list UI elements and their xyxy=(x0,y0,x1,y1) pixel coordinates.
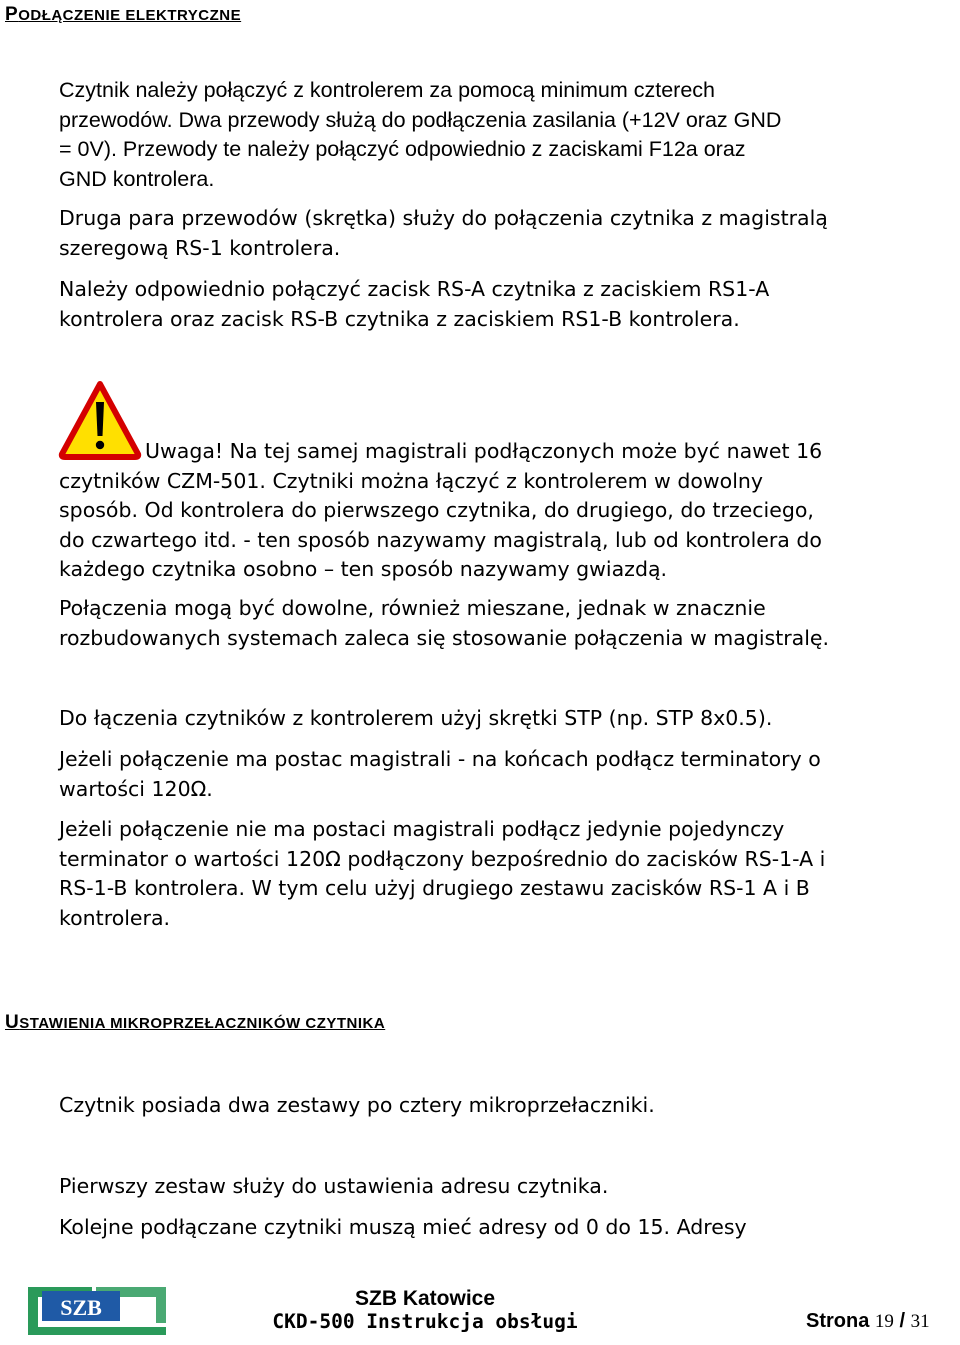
text-line: kontrolera. xyxy=(59,905,171,930)
text-line: czytników CZM-501. Czytniki można łączyć z kontrolerem w dowolny xyxy=(59,468,764,493)
paragraph-warning xyxy=(59,437,959,585)
paragraph-wiring-intro xyxy=(59,76,959,194)
text-line: Jeżeli połączenie nie ma postaci magistrali podłącz jedynie pojedynczy xyxy=(59,817,785,841)
footer-company: SZB Katowice xyxy=(354,1287,496,1310)
text-line: Czytnik posiada dwa zestawy po cztery mikroprzełaczniki. xyxy=(59,1093,655,1117)
heading-rest: STAWIENIA MIKROPRZEŁACZNIKÓW CZYTNIKA xyxy=(19,1015,386,1032)
text-line: do czwartego itd. - ten sposób nazywamy magistralą, lub od kontrolera do xyxy=(59,527,822,552)
page-total: 31 xyxy=(910,1311,930,1332)
text-line: szeregową RS-1 kontrolera. xyxy=(59,235,341,260)
heading-rest: ODŁĄCZENIE ELEKTRYCZNE xyxy=(18,7,242,24)
paragraph-stp-cable xyxy=(59,704,959,734)
section-heading-electrical xyxy=(5,4,241,26)
text-line: przewodów. Dwa przewody służą do podłączenia zasilania (+12V oraz GND xyxy=(59,107,782,132)
text-line: Czytnik należy połączyć z kontrolerem za pomocą minimum czterech xyxy=(59,78,715,102)
paragraph-twisted-pair xyxy=(59,204,959,263)
text-line: kontrolera oraz zacisk RS-B czytnika z zaciskiem RS1-B kontrolera. xyxy=(59,306,740,331)
paragraph-single-terminator xyxy=(59,815,959,933)
text-line: Połączenia mogą być dowolne, również mieszane, jednak w znacznie xyxy=(59,596,766,620)
footer-document-title: CKD-500 Instrukcja obsługi xyxy=(272,1310,578,1333)
text-line: Należy odpowiednio połączyć zacisk RS-A czytnika z zaciskiem RS1-A xyxy=(59,277,770,301)
text-line: sposób. Od kontrolera do pierwszego czytnika, do drugiego, do trzeciego, xyxy=(59,498,814,522)
heading-initial: P xyxy=(5,4,19,25)
text-line: = 0V). Przewody te należy połączyć odpowiednio z zaciskami F12a oraz xyxy=(59,137,746,161)
page-label: Strona xyxy=(806,1310,870,1332)
text-line: Druga para przewodów (skrętka) służy do połączenia czytnika z magistralą xyxy=(59,206,828,230)
page-current: 19 xyxy=(874,1311,894,1332)
paragraph-mixed-connections xyxy=(59,594,959,653)
section-heading-dip-switches xyxy=(5,1012,385,1034)
paragraph-terminators xyxy=(59,745,959,804)
text-line: Pierwszy zestaw służy do ustawienia adresu czytnika. xyxy=(59,1174,609,1198)
logo-text: SZB xyxy=(60,1295,102,1320)
paragraph-two-sets xyxy=(59,1091,959,1121)
text-line: Jeżeli połączenie ma postac magistrali - na końcach podłącz terminatory o xyxy=(59,747,821,771)
paragraph-rs-terminals xyxy=(59,275,959,334)
heading-initial: U xyxy=(5,1012,20,1033)
text-line: Do łączenia czytników z kontrolerem użyj skrętki STP (np. STP 8x0.5). xyxy=(59,706,773,730)
text-line: terminator o wartości 120Ω podłączony bezpośrednio do zacisków RS-1-A i xyxy=(59,846,826,871)
text-line: każdego czytnika osobno – ten sposób nazywamy gwiazdą. xyxy=(59,557,668,581)
text-line: RS-1-B kontrolera. W tym celu użyj drugiego zestawu zacisków RS-1 A i B xyxy=(59,876,810,900)
text-line: GND kontrolera. xyxy=(59,166,215,191)
footer-page-number xyxy=(806,1310,930,1333)
page-separator: / xyxy=(899,1310,906,1332)
text-line: wartości 120Ω. xyxy=(59,776,213,801)
text-line: Kolejne podłączane czytniki muszą mieć adresy od 0 do 15. Adresy xyxy=(59,1215,747,1239)
paragraph-first-set xyxy=(59,1172,959,1202)
szb-logo xyxy=(26,1283,170,1337)
text-line: rozbudowanych systemach zaleca się stosowanie połączenia w magistralę. xyxy=(59,625,830,650)
text-line: Uwaga! Na tej samej magistrali podłączonych może być nawet 16 xyxy=(145,439,823,463)
paragraph-addresses xyxy=(59,1213,959,1243)
